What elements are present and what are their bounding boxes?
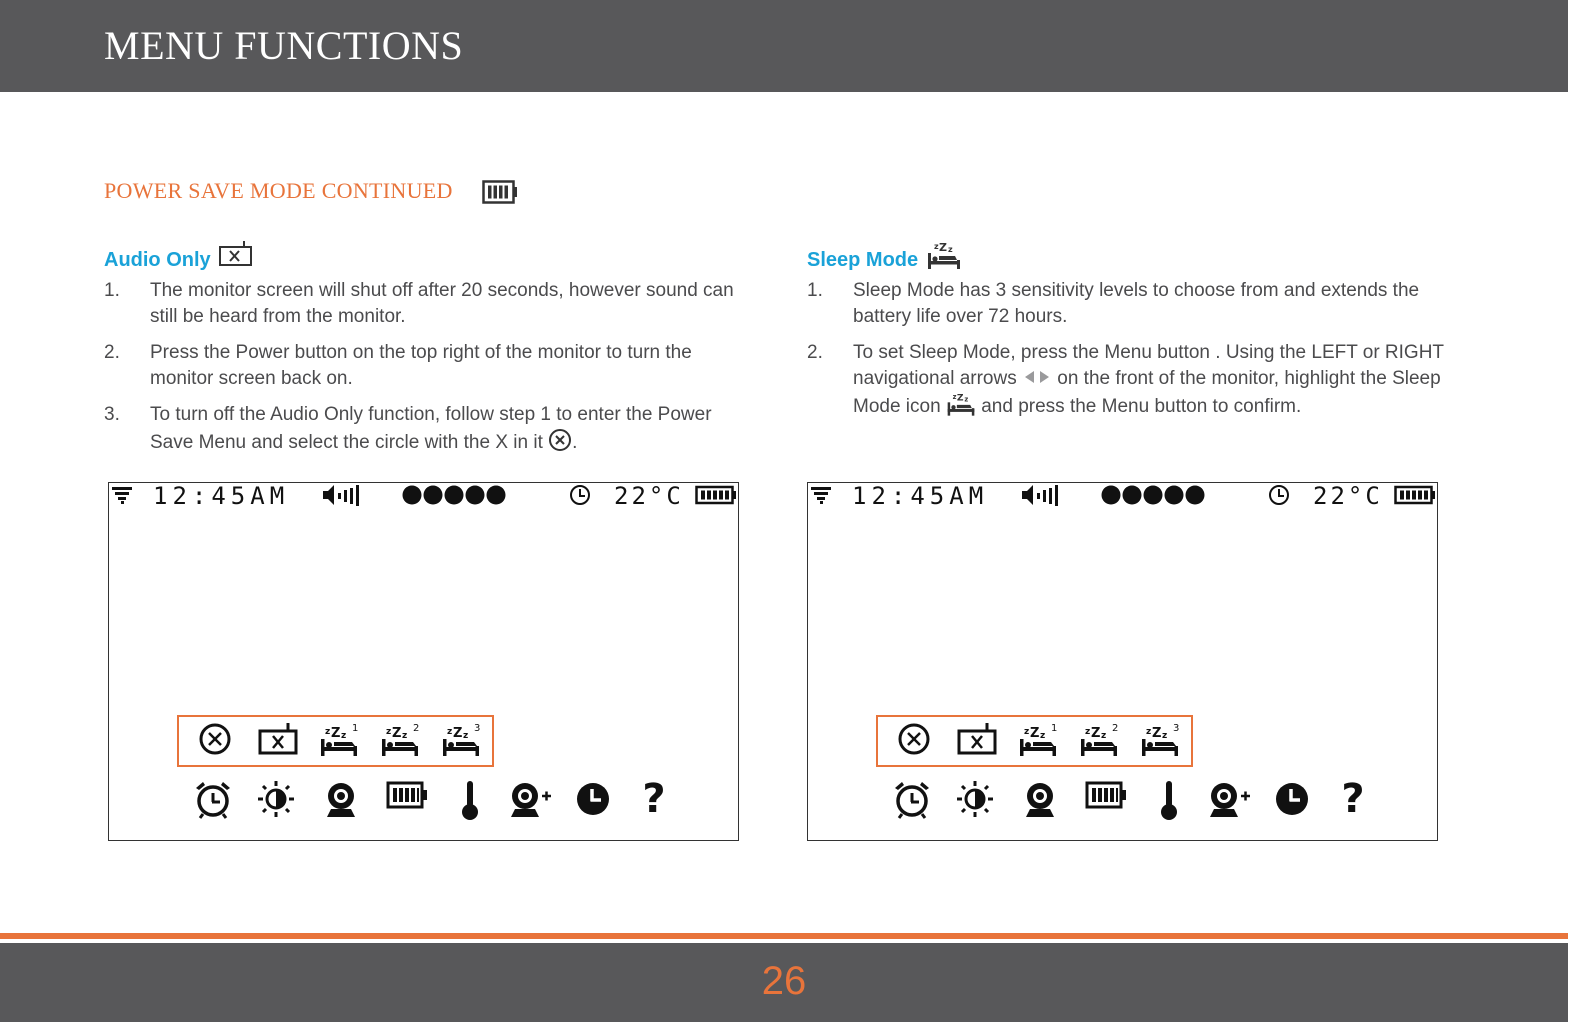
svg-text:Z: Z — [956, 392, 964, 404]
audio-only-label: Audio Only — [104, 249, 211, 271]
svg-text:z: z — [933, 242, 939, 251]
battery-icon[interactable] — [1085, 779, 1127, 816]
camera-icon[interactable] — [1020, 779, 1060, 824]
timer-clock-icon — [569, 484, 591, 506]
svg-text:Z: Z — [453, 726, 463, 741]
list-item: 2. Press the Power button on the top right of the monitor to turn the monitor screen back on. — [104, 342, 692, 389]
list-item: 1. Sleep Mode has 3 sensitivity levels to choose from and extends the battery life over 72 hours. — [807, 280, 1420, 327]
sleep-level-1-icon[interactable] — [1018, 721, 1062, 762]
volume-icon — [322, 484, 362, 506]
sleep-level-3-icon[interactable] — [1140, 721, 1184, 762]
brightness-icon[interactable] — [256, 779, 296, 824]
svg-text:z: z — [1085, 727, 1091, 737]
svg-text:3: 3 — [1173, 723, 1180, 734]
sleep-level-2-icon[interactable] — [380, 721, 424, 762]
timer-clock-icon — [1268, 484, 1290, 506]
clock-icon[interactable] — [573, 779, 613, 824]
help-icon[interactable]: ? — [1341, 776, 1365, 822]
clock-icon[interactable] — [1272, 779, 1312, 824]
audio-only-icon[interactable] — [956, 721, 998, 762]
svg-text:z: z — [947, 245, 953, 254]
audio-only-heading — [104, 240, 254, 272]
signal-strength-icon — [112, 486, 132, 504]
battery-icon[interactable] — [386, 779, 428, 816]
signal-strength-icon — [811, 486, 831, 504]
svg-text:z: z — [1040, 731, 1046, 741]
svg-text:z: z — [341, 731, 347, 741]
svg-text:z: z — [1024, 727, 1030, 737]
add-camera-icon[interactable] — [1206, 779, 1252, 824]
svg-text:Z: Z — [1030, 726, 1040, 741]
section-title: POWER SAVE MODE CONTINUED — [104, 178, 453, 203]
list-item: 3. To turn off the Audio Only function, follow step 1 to enter the Power Save Menu and select the circle with the X in it . — [104, 404, 712, 453]
audio-only-steps — [104, 278, 754, 466]
battery-icon — [695, 485, 737, 505]
svg-text:Z: Z — [392, 726, 402, 741]
thermometer-icon[interactable] — [458, 779, 482, 826]
page-edge — [1568, 0, 1581, 1022]
sleep-level-1-icon[interactable] — [319, 721, 363, 762]
svg-text:1: 1 — [1051, 723, 1058, 734]
battery-icon — [482, 180, 518, 204]
sleep-mode-heading — [807, 240, 962, 272]
screen-temperature: 22°C — [614, 482, 684, 510]
svg-text:z: z — [386, 727, 392, 737]
audio-only-icon — [218, 240, 254, 268]
list-item: 2. To set Sleep Mode, press the Menu button . Using the LEFT or RIGHT navigational arrows on the front of the monitor, highlight the Sleep Mode icon z Z z and press the Menu button to confirm. — [807, 342, 1444, 417]
volume-icon — [1021, 484, 1061, 506]
svg-text:Z: Z — [1091, 726, 1101, 741]
svg-text:Z: Z — [331, 726, 341, 741]
battery-icon — [1394, 485, 1436, 505]
sleep-mode-steps — [807, 278, 1467, 431]
svg-text:z: z — [1146, 727, 1152, 737]
svg-text:Z: Z — [1152, 726, 1162, 741]
sound-level-dots-icon — [401, 484, 509, 506]
alarm-clock-icon[interactable] — [193, 779, 233, 824]
cancel-circle-x-icon[interactable] — [896, 721, 932, 762]
svg-text:z: z — [325, 727, 331, 737]
brightness-icon[interactable] — [955, 779, 995, 824]
camera-icon[interactable] — [321, 779, 361, 824]
svg-text:3: 3 — [474, 723, 481, 734]
svg-text:z: z — [402, 731, 408, 741]
alarm-clock-icon[interactable] — [892, 779, 932, 824]
svg-text:z: z — [1101, 731, 1107, 741]
sleep-level-2-icon[interactable] — [1079, 721, 1123, 762]
add-camera-icon[interactable] — [507, 779, 553, 824]
page-title: MENU FUNCTIONS — [104, 23, 464, 68]
screen-status-bar — [808, 483, 1437, 509]
svg-text:2: 2 — [413, 723, 420, 734]
sleep-mode-icon — [926, 240, 962, 270]
cancel-circle-x-icon — [548, 428, 572, 452]
left-right-arrows-icon — [1022, 369, 1052, 385]
thermometer-icon[interactable] — [1157, 779, 1181, 826]
sound-level-dots-icon — [1100, 484, 1208, 506]
svg-text:z: z — [964, 395, 969, 404]
svg-text:1: 1 — [352, 723, 359, 734]
screen-status-bar — [109, 483, 738, 509]
screen-temperature: 22°C — [1313, 482, 1383, 510]
svg-text:z: z — [447, 727, 453, 737]
page-number: 26 — [761, 959, 807, 1003]
sleep-level-3-icon[interactable] — [441, 721, 485, 762]
sleep-mode-label: Sleep Mode — [807, 249, 919, 271]
svg-text:z: z — [1162, 731, 1168, 741]
svg-text:Z: Z — [938, 241, 947, 254]
monitor-screen-sleep-mode — [807, 482, 1438, 841]
list-item: 1. The monitor screen will shut off after 20 seconds, however sound can still be heard from the monitor. — [104, 280, 734, 327]
svg-text:z: z — [952, 393, 957, 401]
screen-time: 12:45AM — [153, 482, 290, 510]
svg-text:z: z — [463, 731, 469, 741]
monitor-screen-audio-only — [108, 482, 739, 841]
svg-text:2: 2 — [1112, 723, 1119, 734]
audio-only-icon[interactable] — [257, 721, 299, 762]
sleep-mode-icon — [946, 391, 976, 417]
page-header — [0, 0, 1568, 92]
page-footer — [0, 943, 1568, 1022]
cancel-circle-x-icon[interactable] — [197, 721, 233, 762]
help-icon[interactable]: ? — [642, 776, 666, 822]
screen-time: 12:45AM — [852, 482, 989, 510]
